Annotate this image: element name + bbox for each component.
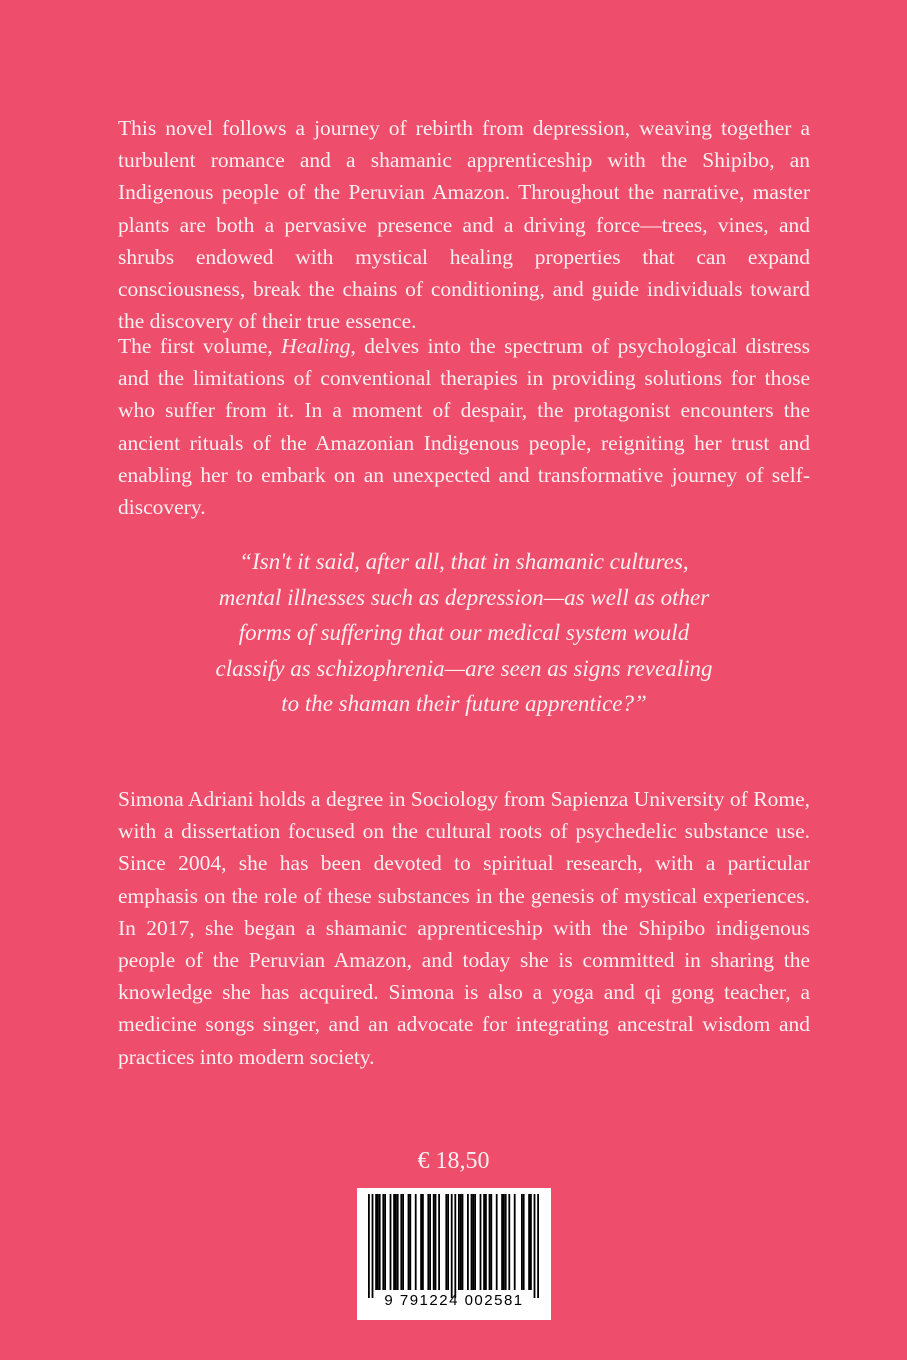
barcode-bar xyxy=(390,1194,392,1290)
barcode-bar xyxy=(377,1194,379,1290)
quote-line: forms of suffering that our medical system would xyxy=(238,620,690,645)
barcode-bar xyxy=(537,1194,539,1298)
synopsis-paragraph-2-body: , delves into the spectrum of psychological distress and the limitations of conventional therapies in providing solutions for those who suffer from it. In a moment of despair, the protagonist encounters the ancient rituals of the Amazonian Indigenous people, reigniting her trust and enabling her to embark on an unexpected and transformative journey of self-discovery. xyxy=(118,334,810,520)
barcode-bar xyxy=(435,1194,437,1290)
barcode-bar xyxy=(451,1194,453,1298)
barcode-bar xyxy=(501,1194,503,1290)
barcode-bar xyxy=(530,1194,532,1290)
barcode-bar xyxy=(458,1194,460,1290)
barcode-bar xyxy=(415,1194,417,1290)
barcode-bar xyxy=(395,1194,397,1290)
barcode-bar xyxy=(409,1194,411,1290)
isbn-barcode xyxy=(357,1188,551,1320)
barcode-bar xyxy=(397,1194,399,1290)
barcode-bar xyxy=(454,1194,456,1298)
barcode-bar xyxy=(467,1194,469,1290)
barcode-bar xyxy=(384,1194,386,1290)
barcode-bar xyxy=(472,1194,474,1290)
barcode-bar xyxy=(429,1194,431,1290)
barcode-bar xyxy=(447,1194,449,1290)
barcode-bar xyxy=(534,1194,536,1298)
barcode-bar xyxy=(400,1194,402,1290)
barcode-bar xyxy=(402,1194,404,1290)
quote-line: mental illnesses such as depression—as well as other xyxy=(218,584,710,610)
barcode-bar xyxy=(393,1194,395,1290)
barcode-bar xyxy=(379,1194,381,1290)
synopsis-paragraph-2-intro: The first volume, xyxy=(118,334,282,358)
barcode-bar xyxy=(433,1194,435,1290)
barcode-bar xyxy=(490,1194,492,1290)
barcode-bar xyxy=(375,1194,377,1290)
pull-quote xyxy=(118,544,810,722)
barcode-bar xyxy=(420,1194,422,1290)
barcode-bar xyxy=(521,1194,523,1290)
barcode-bar xyxy=(474,1194,476,1290)
author-bio: Simona Adriani holds a degree in Sociology from Sapienza University of Rome, with a dissertation focused on the cultural roots of psychedelic substance use. Since 2004, she has been devoted to spiritual research, with a particular emphasis on the role of these substances in the genesis of mystical experiences. In 2017, she began a shamanic apprenticeship with the Shipibo indigenous people of the Peruvian Amazon, and today she is committed in sharing the knowledge she has acquired. Simona is also a yoga and qi gong teacher, a medicine songs singer, and an advocate for integrating ancestral wisdom and practices into modern society. xyxy=(118,787,810,1069)
quote-line: to the shaman their future apprentice?” xyxy=(281,691,647,716)
barcode-bar xyxy=(503,1194,505,1290)
barcode-bar xyxy=(505,1194,507,1290)
quote-line: classify as schizophrenia—are seen as signs revealing xyxy=(215,655,713,681)
barcode-bar xyxy=(471,1194,473,1290)
barcode-bar xyxy=(460,1194,462,1290)
barcode-bar xyxy=(445,1194,447,1290)
barcode-bar xyxy=(372,1194,374,1298)
isbn-number: 9 791224 002581 xyxy=(384,1292,524,1309)
barcode-bar xyxy=(485,1194,487,1290)
barcode-bar xyxy=(483,1194,485,1290)
synopsis-paragraph-2 xyxy=(118,330,810,523)
barcode-bar xyxy=(462,1194,464,1290)
quote-line: “Isn't it said, after all, that in shamanic cultures, xyxy=(239,549,689,574)
barcode-bar xyxy=(528,1194,530,1290)
price-label: € 18,50 xyxy=(417,1148,490,1174)
barcode-bar xyxy=(480,1194,482,1290)
barcode-bar xyxy=(514,1194,516,1290)
barcode-bar xyxy=(368,1194,370,1298)
barcode-bar xyxy=(496,1194,498,1290)
barcode-bar xyxy=(508,1194,510,1290)
synopsis-paragraph-1: This novel follows a journey of rebirth from depression, weaving together a turbulent romance and a shamanic apprenticeship with the Shipibo, an Indigenous people of the Peruvian Amazon. Throughout the narrative, master plants are both a pervasive presence and a driving force—trees, vines, and shrubs endowed with mystical healing properties that can expand consciousness, break the chains of conditioning, and guide individuals toward the discovery of their true essence. xyxy=(118,116,810,334)
barcode-bar xyxy=(382,1194,384,1290)
barcode-bar xyxy=(438,1194,440,1290)
barcode-bar xyxy=(427,1194,429,1290)
barcode-bar xyxy=(523,1194,525,1290)
barcode-bar xyxy=(422,1194,424,1290)
barcode-bar xyxy=(408,1194,410,1290)
barcode-bar xyxy=(489,1194,491,1290)
volume-title: Healing xyxy=(281,334,351,358)
